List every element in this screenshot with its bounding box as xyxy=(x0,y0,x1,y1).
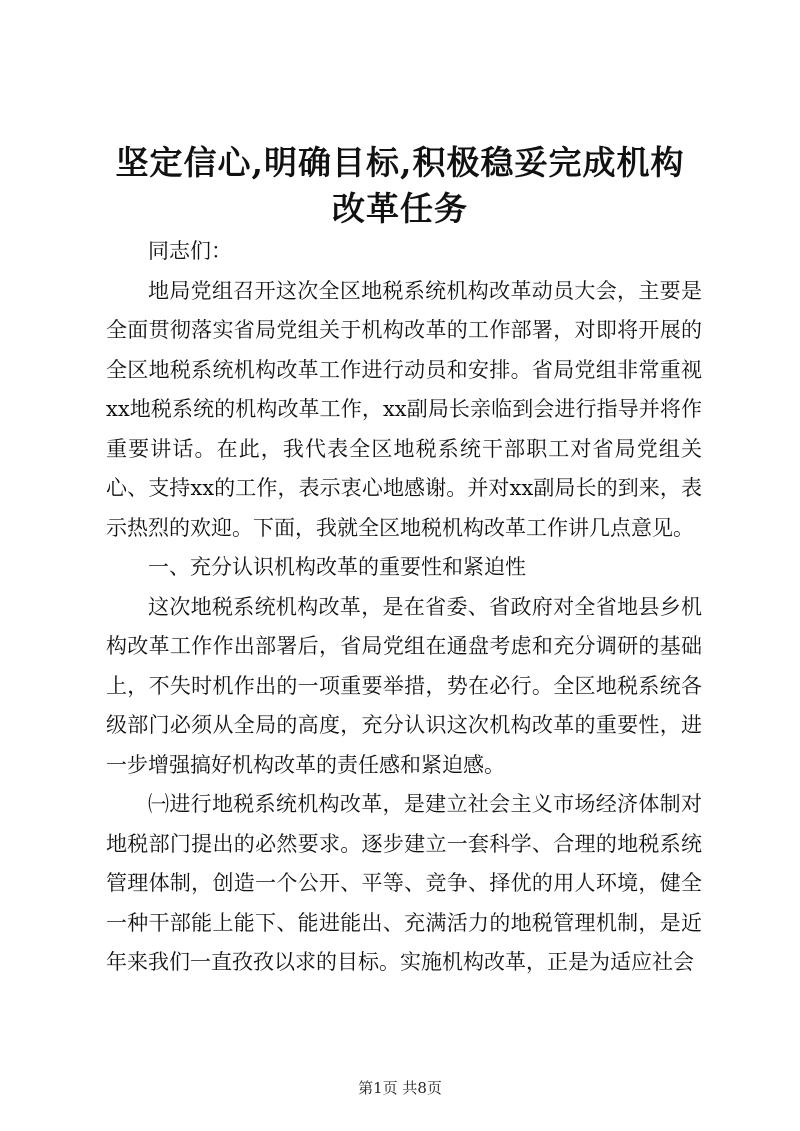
body-paragraph: 这次地税系统机构改革，是在省委、省政府对全省地县乡机构改革工作作出部署后，省局党组在通盘考虑和充分调研的基础上，不失时机作出的一项重要举措，势在必行。全区地税系统各级部门必须从全局的高度，充分认识这次机构改革的重要性，进一步增强搞好机构改革的责任感和紧迫感。 xyxy=(106,594,702,777)
section-heading: 一、充分认识机构改革的重要性和紧迫性 xyxy=(148,555,526,579)
document-title: 坚定信心,明确目标,积极稳妥完成机构改革任务 xyxy=(115,143,685,228)
body-paragraph: ㈠进行地税系统机构改革，是建立社会主义市场经济体制对地税部门提出的必然要求。逐步建立一套科学、合理的地税系统管理体制，创造一个公开、平等、竞争、择优的用人环境，健全一种干部能上能下、能进能出、充满活力的地税管理机制，是近年来我们一直孜孜以求的目标。实施机构改革，正是为适应社会 xyxy=(106,792,702,974)
body-paragraph: 地局党组召开这次全区地税系统机构改革动员大会，主要是全面贯彻落实省局党组关于机构改革的工作部署，对即将开展的全区地税系统机构改革工作进行动员和安排。省局党组非常重视xx地税系统的机构改革工作，xx副局长亲临到会进行指导并将作重要讲话。在此，我代表全区地税系统干部职工对省局党组关心、支持xx的工作，表示衷心地感谢。并对xx副局长的到来，表示热烈的欢迎。下面，我就全区地税机构改革工作讲几点意见。 xyxy=(106,278,702,540)
document-body xyxy=(106,232,702,983)
page-number-footer: 第1页 共8页 xyxy=(358,1079,442,1097)
salutation-paragraph: 同志们： xyxy=(148,239,232,263)
